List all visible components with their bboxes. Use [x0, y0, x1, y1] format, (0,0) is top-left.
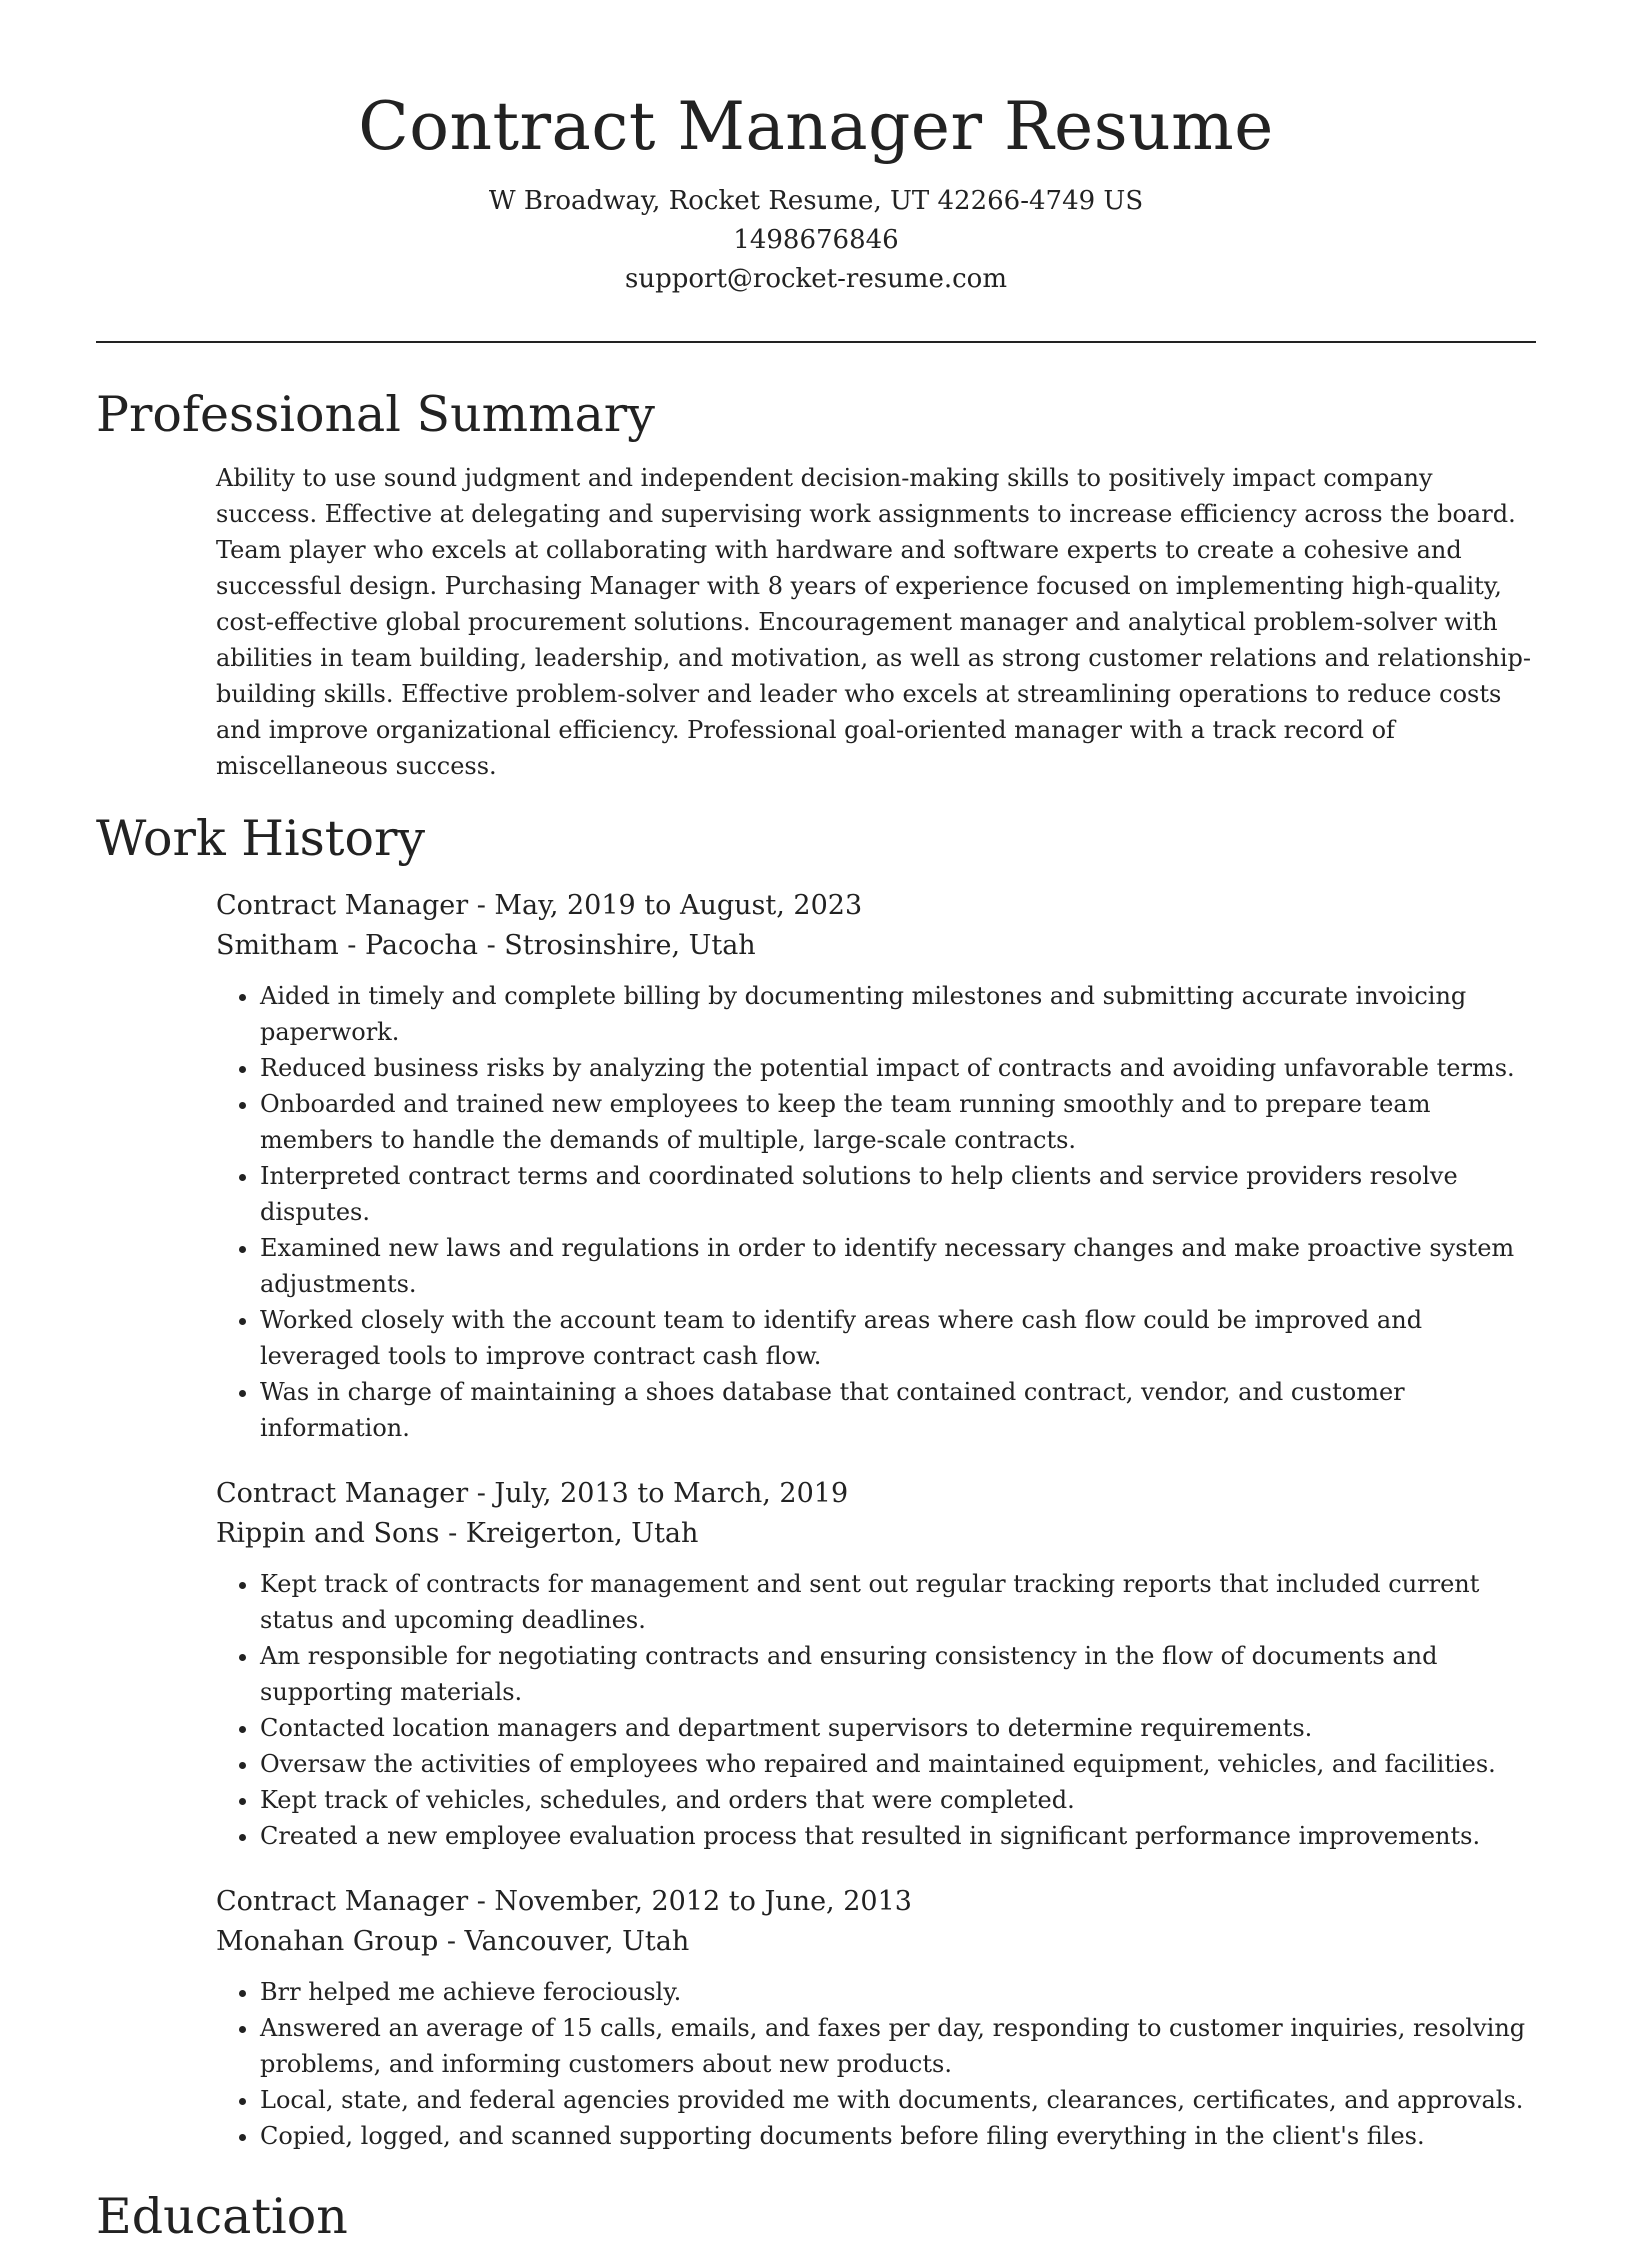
resume-title: Contract Manager Resume [358, 88, 1274, 165]
job-bullet: • Created a new employee evaluation process that resulted in significant performance improvements. [260, 1818, 1536, 1854]
work-history-section [96, 886, 1536, 2154]
job-entry [216, 1882, 1536, 2154]
job-bullets [216, 1566, 1536, 1854]
job-bullet: • Kept track of contracts for management and sent out regular tracking reports that included current status and upcoming deadlines. [260, 1566, 1536, 1638]
job-bullet: • Aided in timely and complete billing by documenting milestones and submitting accurate invoicing paperwork. [260, 978, 1536, 1050]
job-title-line [216, 1882, 1536, 1922]
job-bullet: • Am responsible for negotiating contracts and ensuring consistency in the flow of documents and supporting materials. [260, 1638, 1536, 1710]
job-bullet: • Onboarded and trained new employees to keep the team running smoothly and to prepare team members to handle the demands of multiple, large-scale contracts. [260, 1086, 1536, 1158]
job-company: Monahan Group [216, 1926, 439, 1957]
header-divider [96, 341, 1536, 343]
job-location: - Strosinshire, Utah [478, 930, 756, 961]
job-entry [216, 886, 1536, 1446]
resume-header [0, 0, 1632, 299]
phone: 1498676846 [733, 225, 899, 255]
job-entry [216, 1474, 1536, 1854]
job-company: Rippin and Sons [216, 1518, 440, 1549]
job-bullet: • Oversaw the activities of employees who repaired and maintained equipment, vehicles, and facilities. [260, 1746, 1536, 1782]
job-bullet: • Local, state, and federal agencies provided me with documents, clearances, certificates, and approvals. [260, 2082, 1536, 2118]
job-bullet: • Kept track of vehicles, schedules, and orders that were completed. [260, 1782, 1536, 1818]
section-title-education: Education [96, 2188, 348, 2245]
resume-content [96, 380, 1536, 2252]
job-bullet: • Answered an average of 15 calls, emails, and faxes per day, responding to customer inquiries, resolving problems, and informing customers about new products. [260, 2010, 1536, 2082]
contact-info [0, 182, 1632, 299]
job-company-line [216, 1514, 1536, 1554]
section-title-work-history: Work History [96, 810, 426, 867]
job-bullet: • Reduced business risks by analyzing the potential impact of contracts and avoiding unfavorable terms. [260, 1050, 1536, 1086]
job-bullets [216, 1974, 1536, 2154]
job-bullet: • Brr helped me achieve ferociously. [260, 1974, 1536, 2010]
job-bullets [216, 978, 1536, 1446]
address: W Broadway, Rocket Resume, UT 42266-4749 US [488, 186, 1144, 216]
job-title: Contract Manager [216, 1478, 469, 1509]
job-bullet: • Interpreted contract terms and coordinated solutions to help clients and service providers resolve disputes. [260, 1158, 1536, 1230]
job-bullet: • Contacted location managers and department supervisors to determine requirements. [260, 1710, 1536, 1746]
job-title: Contract Manager [216, 890, 469, 921]
job-location: - Kreigerton, Utah [439, 1518, 699, 1549]
job-bullet: • Copied, logged, and scanned supporting documents before filing everything in the client's files. [260, 2118, 1536, 2154]
job-bullet: • Was in charge of maintaining a shoes database that contained contract, vendor, and customer information. [260, 1374, 1536, 1446]
job-company: Smitham - Pacocha [216, 930, 478, 961]
job-bullet: • Worked closely with the account team to identify areas where cash flow could be improved and leveraged tools to improve contract cash flow. [260, 1302, 1536, 1374]
job-title-line [216, 1474, 1536, 1514]
job-company-line [216, 926, 1536, 966]
summary-section [96, 460, 1536, 784]
job-location: - Vancouver, Utah [438, 1926, 690, 1957]
job-dates: - May, 2019 to August, 2023 [468, 890, 863, 921]
job-bullet: • Examined new laws and regulations in order to identify necessary changes and make proactive system adjustments. [260, 1230, 1536, 1302]
section-title-summary: Professional Summary [96, 386, 655, 443]
job-dates: - July, 2013 to March, 2019 [468, 1478, 849, 1509]
summary-text: Ability to use sound judgment and independent decision-making skills to positively impact company success. Effective at delegating and supervising work assignments to increase efficiency across the board. Team player who excels at collaborating with hardware and software experts to create a cohesive and successful design. Purchasing Manager with 8 years of experience focused on implementing high-quality, cost-effective global procurement solutions. Encouragement manager and analytical problem-solver with abilities in team building, leadership, and motivation, as well as strong customer relations and relationship-building skills. Effective problem-solver and leader who excels at streamlining operations to reduce costs and improve organizational efficiency. Professional goal-oriented manager with a track record of miscellaneous success. [216, 464, 1532, 780]
job-title-line [216, 886, 1536, 926]
email: support@rocket-resume.com [624, 264, 1007, 294]
job-company-line [216, 1922, 1536, 1962]
job-title: Contract Manager [216, 1886, 469, 1917]
job-dates: - November, 2012 to June, 2013 [468, 1886, 912, 1917]
